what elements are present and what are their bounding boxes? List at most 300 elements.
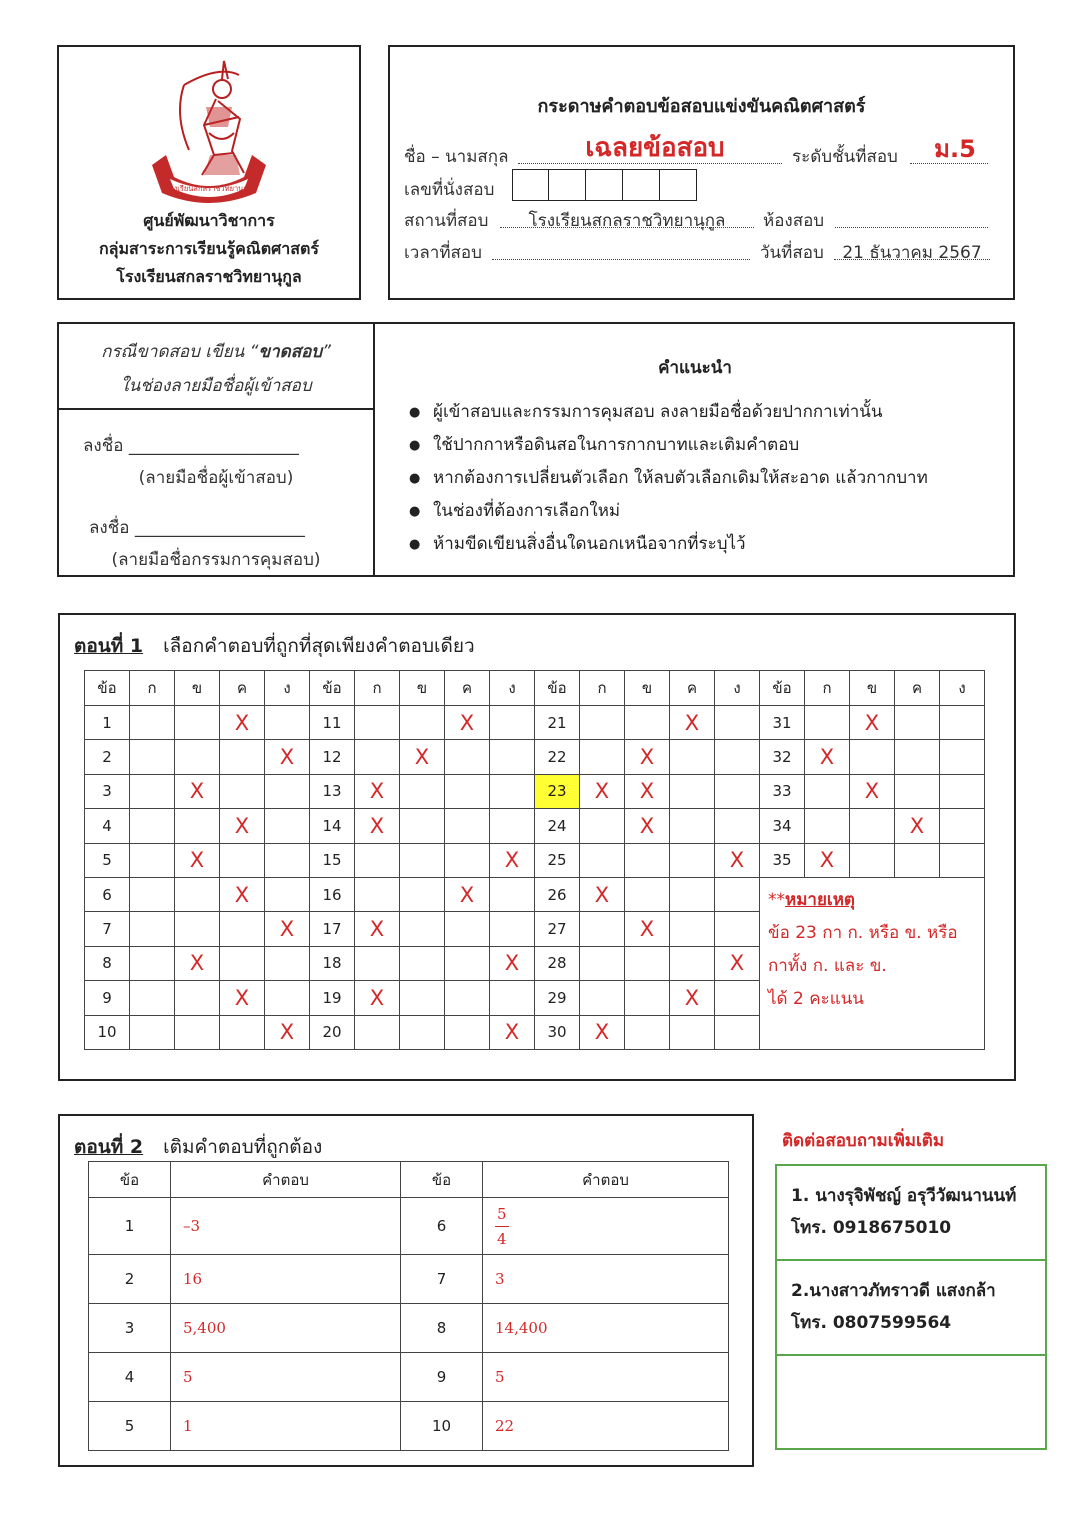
choice-cell[interactable] — [445, 912, 490, 946]
proctor-sign-row[interactable] — [89, 514, 305, 541]
question-number: 7 — [85, 912, 130, 946]
question-number: 1 — [85, 706, 130, 740]
contact-name: 2.นางสาวภัทราวดี แสงกล้า — [791, 1281, 996, 1301]
choice-cell[interactable] — [175, 912, 220, 946]
choice-cell[interactable] — [850, 809, 895, 843]
choice-cell[interactable] — [175, 1015, 220, 1049]
answer-mark: X — [369, 779, 385, 804]
part1-heading: ตอนที่ 1 — [74, 635, 144, 657]
school-emblem-logo — [144, 55, 274, 207]
choice-cell[interactable] — [940, 809, 985, 843]
answer-mark: X — [639, 917, 655, 942]
question-number: 8 — [85, 946, 130, 980]
choice-cell[interactable] — [580, 740, 625, 774]
question-number: 5 — [85, 843, 130, 877]
instructions-title: คำแนะนำ — [658, 358, 732, 378]
instruction-item: ● ใช้ปากกาหรือดินสอในการกากบาทและเติมคำตอบ — [409, 429, 928, 462]
choice-cell[interactable] — [400, 774, 445, 808]
answer-cell[interactable]: 22 — [483, 1402, 729, 1451]
choice-cell[interactable] — [220, 981, 265, 1015]
answer-mark: X — [639, 779, 655, 804]
question-number: 28 — [535, 946, 580, 980]
choice-cell[interactable] — [130, 774, 175, 808]
choice-cell[interactable] — [670, 809, 715, 843]
room-label: ห้องสอบ — [763, 211, 825, 231]
choice-cell[interactable] — [355, 740, 400, 774]
fraction-numerator: 5 — [495, 1202, 509, 1227]
question-number: 35 — [760, 843, 805, 877]
choice-cell[interactable] — [580, 774, 625, 808]
choice-cell[interactable] — [355, 912, 400, 946]
choice-cell[interactable] — [490, 774, 535, 808]
header-right-panel — [388, 45, 1015, 300]
answer-cell[interactable]: 5 — [483, 1353, 729, 1402]
answer-mark: X — [639, 745, 655, 770]
contact-title: ติดต่อสอบถามเพิ่มเติม — [782, 1131, 945, 1151]
choice-cell[interactable] — [265, 740, 310, 774]
choice-cell[interactable] — [355, 706, 400, 740]
center-name: ศูนย์พัฒนาวิชาการ — [143, 211, 275, 230]
choice-cell[interactable] — [400, 877, 445, 911]
choice-cell[interactable] — [670, 877, 715, 911]
choice-cell[interactable] — [400, 740, 445, 774]
choice-cell[interactable] — [400, 706, 445, 740]
choice-cell[interactable] — [490, 912, 535, 946]
answer-cell[interactable]: 5,400 — [171, 1304, 401, 1353]
choice-cell[interactable] — [220, 774, 265, 808]
choice-cell[interactable] — [625, 912, 670, 946]
choice-cell[interactable] — [220, 809, 265, 843]
part1-panel — [58, 613, 1016, 1081]
choice-cell[interactable] — [715, 946, 760, 980]
name-label: ชื่อ – นามสกุล — [404, 147, 509, 167]
choice-cell[interactable] — [355, 1015, 400, 1049]
multiple-choice-grid[interactable] — [84, 670, 985, 1050]
choice-cell[interactable] — [445, 877, 490, 911]
col-header-choice: ก — [805, 671, 850, 706]
choice-cell[interactable] — [175, 946, 220, 980]
choice-cell[interactable] — [850, 706, 895, 740]
signature-area — [59, 324, 375, 575]
answer-mark: X — [819, 848, 835, 873]
table-row — [85, 809, 985, 843]
choice-cell[interactable] — [400, 981, 445, 1015]
col-header-choice: ง — [715, 671, 760, 706]
answer-cell[interactable]: –3 — [171, 1198, 401, 1255]
question-number: 32 — [760, 740, 805, 774]
col-header-answer: คำตอบ — [171, 1162, 401, 1198]
answer-mark: X — [864, 779, 880, 804]
choice-cell[interactable] — [625, 809, 670, 843]
choice-cell[interactable] — [130, 946, 175, 980]
choice-cell[interactable] — [850, 843, 895, 877]
choice-cell[interactable] — [445, 809, 490, 843]
question-number: 13 — [310, 774, 355, 808]
choice-cell[interactable] — [895, 740, 940, 774]
answer-cell[interactable]: 16 — [171, 1255, 401, 1304]
choice-cell[interactable] — [265, 706, 310, 740]
choice-cell[interactable] — [580, 1015, 625, 1049]
choice-cell[interactable] — [670, 706, 715, 740]
choice-cell[interactable] — [445, 774, 490, 808]
choice-cell[interactable] — [130, 912, 175, 946]
choice-cell[interactable] — [355, 774, 400, 808]
choice-cell[interactable] — [400, 946, 445, 980]
choice-cell[interactable] — [220, 843, 265, 877]
contact-phone[interactable]: โทร. 0807599564 — [791, 1313, 952, 1333]
choice-cell[interactable] — [490, 843, 535, 877]
answer-cell[interactable]: 14,400 — [483, 1304, 729, 1353]
choice-cell[interactable] — [670, 946, 715, 980]
col-header-choice: ง — [490, 671, 535, 706]
fraction-answer — [495, 1202, 509, 1251]
col-header-choice: ก — [580, 671, 625, 706]
choice-cell[interactable] — [265, 809, 310, 843]
choice-cell[interactable] — [490, 946, 535, 980]
choice-cell[interactable] — [220, 1015, 265, 1049]
absent-note-line2: ในช่องลายมือชื่อผู้เข้าสอบ — [120, 376, 312, 396]
choice-cell[interactable] — [175, 706, 220, 740]
answer-cell[interactable]: 5 — [171, 1353, 401, 1402]
choice-cell[interactable] — [355, 809, 400, 843]
question-number: 11 — [310, 706, 355, 740]
question-number: 33 — [760, 774, 805, 808]
choice-cell[interactable] — [715, 1015, 760, 1049]
examinee-sign-line: ____________________ — [128, 436, 299, 456]
question-number: 21 — [535, 706, 580, 740]
col-header-no: ข้อ — [401, 1162, 483, 1198]
choice-cell[interactable] — [805, 809, 850, 843]
answer-mark: X — [189, 848, 205, 873]
absent-note-text: กรณีขาดสอบ เขียน “ — [101, 342, 259, 362]
header-left-panel — [57, 45, 361, 300]
choice-cell[interactable] — [670, 912, 715, 946]
answer-mark: X — [684, 710, 700, 735]
choice-cell[interactable] — [580, 809, 625, 843]
col-header-choice: ง — [265, 671, 310, 706]
note-line: ข้อ 23 กา ก. หรือ ข. หรือ — [768, 922, 958, 943]
choice-cell[interactable] — [580, 912, 625, 946]
department-name: กลุ่มสาระการเรียนรู้คณิตศาสตร์ — [98, 239, 320, 258]
choice-cell[interactable] — [490, 740, 535, 774]
note-line: ได้ 2 คะแนน — [768, 988, 864, 1009]
fill-in-answer-table[interactable] — [88, 1161, 729, 1451]
choice-cell[interactable] — [175, 877, 220, 911]
answer-mark: X — [369, 813, 385, 838]
col-header-no: ข้อ — [89, 1162, 171, 1198]
choice-cell[interactable] — [445, 706, 490, 740]
choice-cell[interactable] — [895, 843, 940, 877]
table-row — [85, 706, 985, 740]
contact-person-2 — [777, 1261, 1045, 1356]
choice-cell[interactable] — [580, 877, 625, 911]
seat-number-boxes[interactable] — [512, 169, 697, 201]
absent-word: ขาดสอบ — [258, 342, 323, 362]
col-header-choice: ก — [130, 671, 175, 706]
col-header-choice: ข — [400, 671, 445, 706]
choice-cell[interactable] — [175, 843, 220, 877]
choice-cell[interactable] — [175, 740, 220, 774]
choice-cell[interactable] — [445, 1015, 490, 1049]
choice-cell[interactable] — [490, 706, 535, 740]
question-number: 27 — [535, 912, 580, 946]
contact-phone[interactable]: โทร. 0918675010 — [791, 1218, 952, 1238]
examinee-caption: (ลายมือชื่อผู้เข้าสอบ) — [138, 468, 294, 488]
choice-cell[interactable] — [625, 946, 670, 980]
answer-mark: X — [594, 1020, 610, 1045]
choice-cell[interactable] — [130, 809, 175, 843]
venue-label: สถานที่สอบ — [404, 211, 489, 231]
col-header-choice: ข — [625, 671, 670, 706]
question-number: 6 — [401, 1198, 483, 1255]
choice-cell[interactable] — [940, 740, 985, 774]
choice-cell[interactable] — [130, 877, 175, 911]
contact-panel — [775, 1164, 1047, 1450]
choice-cell[interactable] — [625, 706, 670, 740]
answer-cell[interactable] — [483, 1198, 729, 1255]
choice-cell[interactable] — [130, 740, 175, 774]
answer-mark: X — [504, 1020, 520, 1045]
choice-cell[interactable] — [895, 774, 940, 808]
choice-cell[interactable] — [490, 809, 535, 843]
part1-instruction: เลือกคำตอบที่ถูกที่สุดเพียงคำตอบเดียว — [163, 635, 475, 657]
answer-mark: X — [279, 745, 295, 770]
choice-cell[interactable] — [130, 981, 175, 1015]
answer-mark: X — [234, 882, 250, 907]
col-header-choice: ค — [220, 671, 265, 706]
choice-cell[interactable] — [850, 740, 895, 774]
note-prefix: ** — [768, 889, 785, 910]
table-header-row — [89, 1162, 729, 1198]
table-row — [89, 1198, 729, 1255]
grid-header-row — [85, 671, 985, 706]
choice-cell[interactable] — [715, 912, 760, 946]
answer-mark: X — [459, 882, 475, 907]
answer-mark: X — [729, 848, 745, 873]
answer-mark: X — [459, 710, 475, 735]
note-title: หมายเหตุ — [785, 889, 855, 910]
answer-mark: X — [189, 951, 205, 976]
answer-cell[interactable]: 3 — [483, 1255, 729, 1304]
question-number: 10 — [85, 1015, 130, 1049]
question-number: 18 — [310, 946, 355, 980]
choice-cell[interactable] — [355, 946, 400, 980]
question-number: 15 — [310, 843, 355, 877]
choice-cell[interactable] — [490, 1015, 535, 1049]
question-number: 19 — [310, 981, 355, 1015]
instruction-item: ● ผู้เข้าสอบและกรรมการคุมสอบ ลงลายมือชื่อด้วยปากกาเท่านั้น — [409, 396, 928, 429]
choice-cell[interactable] — [220, 706, 265, 740]
col-header-no: ข้อ — [310, 671, 355, 706]
answer-mark: X — [504, 951, 520, 976]
table-row — [89, 1304, 729, 1353]
choice-cell[interactable] — [580, 706, 625, 740]
question-number: 24 — [535, 809, 580, 843]
signature-instructions-panel — [57, 322, 1015, 577]
choice-cell[interactable] — [445, 946, 490, 980]
choice-cell[interactable] — [265, 912, 310, 946]
choice-cell[interactable] — [625, 774, 670, 808]
answer-mark: X — [279, 917, 295, 942]
choice-cell[interactable] — [175, 774, 220, 808]
col-header-choice: ก — [355, 671, 400, 706]
choice-cell[interactable] — [220, 877, 265, 911]
col-header-choice: ค — [445, 671, 490, 706]
answer-mark: X — [594, 882, 610, 907]
time-label: เวลาที่สอบ — [404, 243, 482, 263]
answer-mark: X — [684, 985, 700, 1010]
question-number: 2 — [85, 740, 130, 774]
question-number: 1 — [89, 1198, 171, 1255]
choice-cell[interactable] — [355, 843, 400, 877]
answer-mark: X — [234, 813, 250, 838]
choice-cell[interactable] — [355, 981, 400, 1015]
question-number: 26 — [535, 877, 580, 911]
choice-cell[interactable] — [715, 809, 760, 843]
choice-cell[interactable] — [625, 843, 670, 877]
sheet-title: กระดาษคำตอบข้อสอบแข่งขันคณิตศาสตร์ — [537, 96, 866, 117]
choice-cell[interactable] — [715, 843, 760, 877]
question-number: 3 — [89, 1304, 171, 1353]
choice-cell[interactable] — [130, 706, 175, 740]
instruction-item: ● ห้ามขีดเขียนสิ่งอื่นใดนอกเหนือจากที่ระบุไว้ — [409, 528, 928, 561]
choice-cell[interactable] — [265, 877, 310, 911]
question-number: 30 — [535, 1015, 580, 1049]
choice-cell[interactable] — [670, 774, 715, 808]
contact-name: 1. นางรุจิพัชญ์ อรุวีวัฒนานนท์ — [791, 1186, 1017, 1206]
choice-cell[interactable] — [805, 843, 850, 877]
question-number: 2 — [89, 1255, 171, 1304]
choice-cell[interactable] — [400, 912, 445, 946]
date-value: 21 ธันวาคม 2567 — [842, 243, 982, 263]
choice-cell[interactable] — [490, 877, 535, 911]
table-row — [85, 740, 985, 774]
table-row — [89, 1353, 729, 1402]
part2-heading: ตอนที่ 2 — [74, 1136, 144, 1158]
choice-cell[interactable] — [580, 981, 625, 1015]
col-header-no: ข้อ — [535, 671, 580, 706]
choice-cell[interactable] — [400, 843, 445, 877]
col-header-choice: ง — [940, 671, 985, 706]
choice-cell[interactable] — [895, 809, 940, 843]
choice-cell[interactable] — [220, 946, 265, 980]
choice-cell[interactable] — [220, 912, 265, 946]
choice-cell[interactable] — [265, 981, 310, 1015]
instruction-item: ● หากต้องการเปลี่ยนตัวเลือก ให้ลบตัวเลือกเดิมให้สะอาด แล้วกากบาท — [409, 462, 928, 495]
choice-cell[interactable] — [670, 981, 715, 1015]
choice-cell[interactable] — [355, 877, 400, 911]
choice-cell[interactable] — [715, 706, 760, 740]
answer-mark: X — [819, 745, 835, 770]
choice-cell[interactable] — [805, 706, 850, 740]
answer-mark: X — [369, 917, 385, 942]
choice-cell[interactable] — [715, 740, 760, 774]
choice-cell[interactable] — [670, 843, 715, 877]
choice-cell[interactable] — [580, 843, 625, 877]
answer-mark: X — [639, 813, 655, 838]
choice-cell[interactable] — [940, 706, 985, 740]
choice-cell[interactable] — [805, 740, 850, 774]
col-header-no: ข้อ — [760, 671, 805, 706]
choice-cell[interactable] — [265, 946, 310, 980]
choice-cell[interactable] — [895, 706, 940, 740]
note-line: กาทั้ง ก. และ ข. — [768, 955, 887, 976]
choice-cell[interactable] — [175, 981, 220, 1015]
venue-value: โรงเรียนสกลราชวิทยานุกูล — [528, 211, 726, 231]
choice-cell[interactable] — [625, 740, 670, 774]
choice-cell[interactable] — [625, 981, 670, 1015]
table-row — [85, 877, 985, 911]
col-header-choice: ค — [670, 671, 715, 706]
choice-cell[interactable] — [625, 877, 670, 911]
choice-cell[interactable] — [265, 843, 310, 877]
table-row — [85, 843, 985, 877]
choice-cell[interactable] — [220, 740, 265, 774]
question-number: 4 — [85, 809, 130, 843]
question-number: 4 — [89, 1353, 171, 1402]
answer-mark: X — [234, 985, 250, 1010]
part2-instruction: เติมคำตอบที่ถูกต้อง — [163, 1136, 323, 1158]
answer-mark: X — [504, 848, 520, 873]
absent-note — [59, 324, 373, 410]
choice-cell[interactable] — [670, 740, 715, 774]
answer-mark: X — [864, 710, 880, 735]
examinee-sign-row[interactable] — [83, 432, 299, 459]
choice-cell[interactable] — [625, 1015, 670, 1049]
answer-mark: X — [414, 745, 430, 770]
choice-cell[interactable] — [265, 774, 310, 808]
answer-cell[interactable]: 1 — [171, 1402, 401, 1451]
choice-cell[interactable] — [400, 1015, 445, 1049]
choice-cell[interactable] — [130, 843, 175, 877]
answer-mark: X — [279, 1020, 295, 1045]
choice-cell[interactable] — [940, 774, 985, 808]
choice-cell[interactable] — [400, 809, 445, 843]
answer-mark: X — [594, 779, 610, 804]
choice-cell[interactable] — [445, 843, 490, 877]
school-name: โรงเรียนสกลราชวิทยานุกูล — [116, 267, 302, 286]
choice-cell[interactable] — [850, 774, 895, 808]
choice-cell[interactable] — [490, 981, 535, 1015]
choice-cell[interactable] — [265, 1015, 310, 1049]
choice-cell[interactable] — [805, 774, 850, 808]
level-value: ม.5 — [934, 135, 976, 163]
question-number: 22 — [535, 740, 580, 774]
choice-cell[interactable] — [940, 843, 985, 877]
table-row — [89, 1402, 729, 1451]
choice-cell[interactable] — [715, 774, 760, 808]
fraction-denominator: 4 — [497, 1229, 507, 1248]
choice-cell[interactable] — [580, 946, 625, 980]
proctor-sign-line: ____________________ — [134, 518, 305, 538]
absent-note-quote: ” — [322, 342, 331, 362]
choice-cell[interactable] — [445, 981, 490, 1015]
choice-cell[interactable] — [130, 1015, 175, 1049]
question-number: 10 — [401, 1402, 483, 1451]
choice-cell[interactable] — [445, 740, 490, 774]
answer-mark: X — [369, 985, 385, 1010]
question-number: 34 — [760, 809, 805, 843]
question-number: 12 — [310, 740, 355, 774]
choice-cell[interactable] — [715, 877, 760, 911]
col-header-choice: ข — [175, 671, 220, 706]
contact-person-1 — [777, 1166, 1045, 1261]
question-number: 25 — [535, 843, 580, 877]
choice-cell[interactable] — [175, 809, 220, 843]
choice-cell[interactable] — [715, 981, 760, 1015]
answer-mark: X — [909, 813, 925, 838]
choice-cell[interactable] — [670, 1015, 715, 1049]
